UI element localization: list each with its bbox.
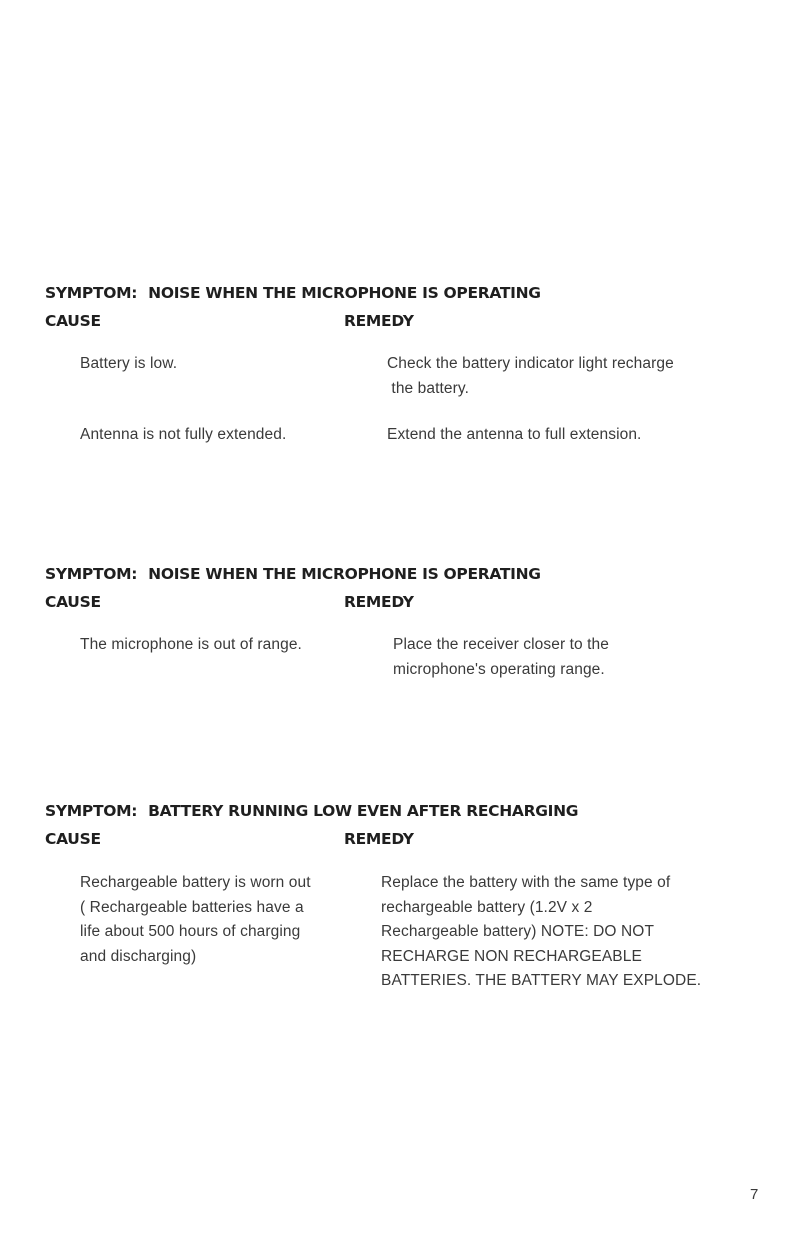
cause-line: and discharging) <box>80 947 197 965</box>
remedy-line: Extend the antenna to full extension. <box>387 426 642 443</box>
cause-column-header: CAUSE <box>45 312 101 330</box>
remedy-column-header: REMEDY <box>344 312 414 330</box>
symptom-heading <box>45 565 541 583</box>
remedy-text <box>387 352 737 401</box>
cause-line: Battery is low. <box>80 355 178 372</box>
remedy-line: RECHARGE NON RECHARGEABLE <box>381 947 642 965</box>
symptom-label: SYMPTOM: <box>45 565 138 583</box>
cause-column-header: CAUSE <box>45 830 101 848</box>
cause-line: life about 500 hours of charging <box>80 923 301 940</box>
cause-line: Antenna is not fully extended. <box>80 426 287 443</box>
symptom-text: NOISE WHEN THE MICROPHONE IS OPERATING <box>148 565 541 583</box>
remedy-column-header: REMEDY <box>344 830 414 848</box>
remedy-text <box>393 633 743 682</box>
remedy-line: the battery. <box>387 379 470 397</box>
symptom-label: SYMPTOM: <box>45 802 138 820</box>
page-number: 7 <box>750 1186 759 1203</box>
remedy-line: Place the receiver closer to the <box>393 636 609 653</box>
remedy-line: rechargeable battery (1.2V x 2 <box>381 898 593 916</box>
symptom-text: NOISE WHEN THE MICROPHONE IS OPERATING <box>148 284 541 302</box>
remedy-line: BATTERIES. THE BATTERY MAY EXPLODE. <box>381 972 702 989</box>
remedy-line: Rechargeable battery) NOTE: DO NOT <box>381 923 655 940</box>
remedy-line: microphone's operating range. <box>393 660 605 678</box>
symptom-heading <box>45 284 541 302</box>
cause-line: Rechargeable battery is worn out <box>80 874 311 891</box>
cause-column-header: CAUSE <box>45 593 101 611</box>
symptom-text: BATTERY RUNNING LOW EVEN AFTER RECHARGING <box>148 802 579 820</box>
cause-text <box>80 871 370 969</box>
remedy-line: Check the battery indicator light recharge <box>387 355 674 372</box>
symptom-label: SYMPTOM: <box>45 284 138 302</box>
remedy-line: Replace the battery with the same type of <box>381 874 671 891</box>
remedy-text <box>381 871 731 994</box>
symptom-heading <box>45 802 578 820</box>
cause-text <box>80 423 370 448</box>
remedy-text <box>387 423 737 448</box>
cause-line: The microphone is out of range. <box>80 636 302 653</box>
cause-text <box>80 633 370 658</box>
cause-text <box>80 352 370 377</box>
remedy-column-header: REMEDY <box>344 593 414 611</box>
cause-line: ( Rechargeable batteries have a <box>80 898 304 916</box>
